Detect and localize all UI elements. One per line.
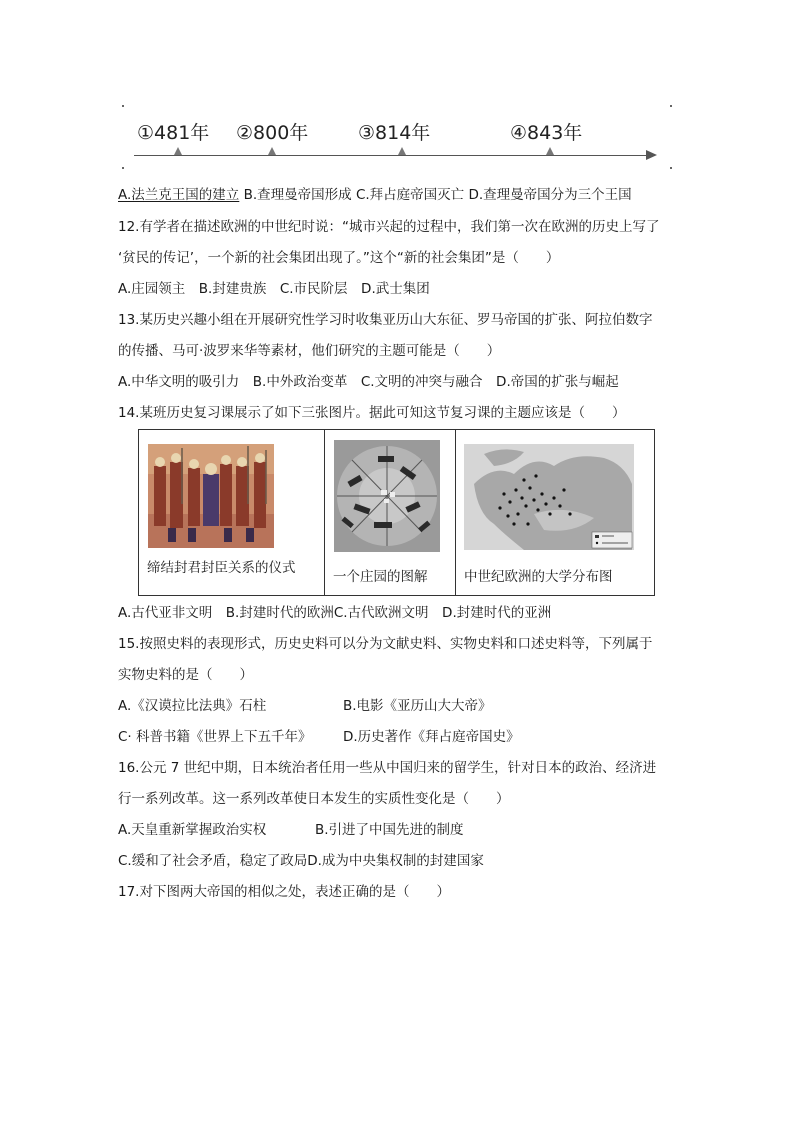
timeline-tick [546, 147, 554, 155]
timeline-tick [174, 147, 182, 155]
timeline-arrow-icon [646, 150, 657, 160]
timeline-point-814: ③814年 [358, 122, 431, 144]
q12-options: A.庄园领主 B.封建贵族 C.市民阶层 D.武士集团 [118, 281, 430, 297]
timeline [118, 100, 678, 180]
q11-option-c: C.拜占庭帝国灭亡 [355, 187, 465, 203]
q14-image-cell-1 [139, 430, 325, 595]
q15-option-a: A.《汉谟拉比法典》石柱 [118, 698, 267, 714]
q11-option-a: A.法兰克王国的建立 [118, 187, 240, 203]
q15-option-b: B.电影《亚历山大大帝》 [343, 698, 492, 714]
q15-option-c: C· 科普书籍《世界上下五千年》 [118, 729, 312, 745]
corner-dot [122, 105, 124, 107]
q14-caption-1: 缔结封君封臣关系的仪式 [147, 560, 296, 576]
vassal-ceremony-image [148, 444, 274, 548]
timeline-point-800: ②800年 [236, 122, 309, 144]
q16-option-b: B.引进了中国先进的制度 [315, 822, 464, 838]
q16-option-a: A.天皇重新掌握政治实权 [118, 822, 267, 838]
manor-diagram-illustration [334, 440, 440, 552]
timeline-tick [268, 147, 276, 155]
corner-dot [670, 105, 672, 107]
timeline-tick [398, 147, 406, 155]
q16-stem-line2: 行一系列改革。这一系列改革使日本发生的实质性变化是（ ） [118, 791, 510, 807]
q17-stem: 17.对下图两大帝国的相似之处，表述正确的是（ ） [118, 884, 450, 900]
q16-stem-line1: 16.公元 7 世纪中期，日本统治者任用一些从中国归来的留学生，针对日本的政治、经济进 [118, 760, 657, 776]
q11-option-b: B.查理曼帝国形成 [243, 187, 352, 203]
q11-option-d: D.查理曼帝国分为三个王国 [468, 187, 632, 203]
q13-options: A.中华文明的吸引力 B.中外政治变革 C.文明的冲突与融合 D.帝国的扩张与崛起 [118, 374, 619, 390]
q16-option-cd: C.缓和了社会矛盾，稳定了政局D.成为中央集权制的封建国家 [118, 853, 484, 869]
q13-stem-line1: 13.某历史兴趣小组在开展研究性学习时收集亚历山大东征、罗马帝国的扩张、阿拉伯数字 [118, 312, 653, 328]
q15-option-d: D.历史著作《拜占庭帝国史》 [343, 729, 520, 745]
corner-dot [670, 167, 672, 169]
university-map-image [464, 444, 634, 550]
q14-image-table [138, 429, 655, 596]
corner-dot [122, 167, 124, 169]
q14-caption-2: 一个庄园的图解 [333, 569, 428, 585]
q13-stem-line2: 的传播、马可·波罗来华等素材，他们研究的主题可能是（ ） [118, 343, 501, 359]
q12-stem-line2: ‘贫民的传记’，一个新的社会集团出现了。”这个“新的社会集团”是（ ） [118, 250, 560, 266]
timeline-axis [134, 155, 654, 156]
q14-caption-3: 中世纪欧洲的大学分布图 [464, 569, 613, 585]
q15-stem-line1: 15.按照史料的表现形式，历史史料可以分为文献史料、实物史料和口述史料等，下列属于 [118, 636, 653, 652]
manor-diagram-image [334, 440, 440, 552]
q14-image-cell-3 [456, 430, 654, 595]
q15-stem-line2: 实物史料的是（ ） [118, 667, 253, 683]
timeline-point-843: ④843年 [510, 122, 583, 144]
q14-image-cell-2 [325, 430, 456, 595]
q14-stem: 14.某班历史复习课展示了如下三张图片。据此可知这节复习课的主题应该是（ ） [118, 405, 626, 421]
vassal-ceremony-illustration [148, 444, 274, 548]
q12-stem-line1: 12.有学者在描述欧洲的中世纪时说：“城市兴起的过程中，我们第一次在欧洲的历史上写了 [118, 219, 660, 235]
university-map-illustration [464, 444, 634, 550]
timeline-point-481: ①481年 [137, 122, 210, 144]
q14-options: A.古代亚非文明 B.封建时代的欧洲C.古代欧洲文明 D.封建时代的亚洲 [118, 605, 552, 621]
q11-options [118, 185, 632, 205]
